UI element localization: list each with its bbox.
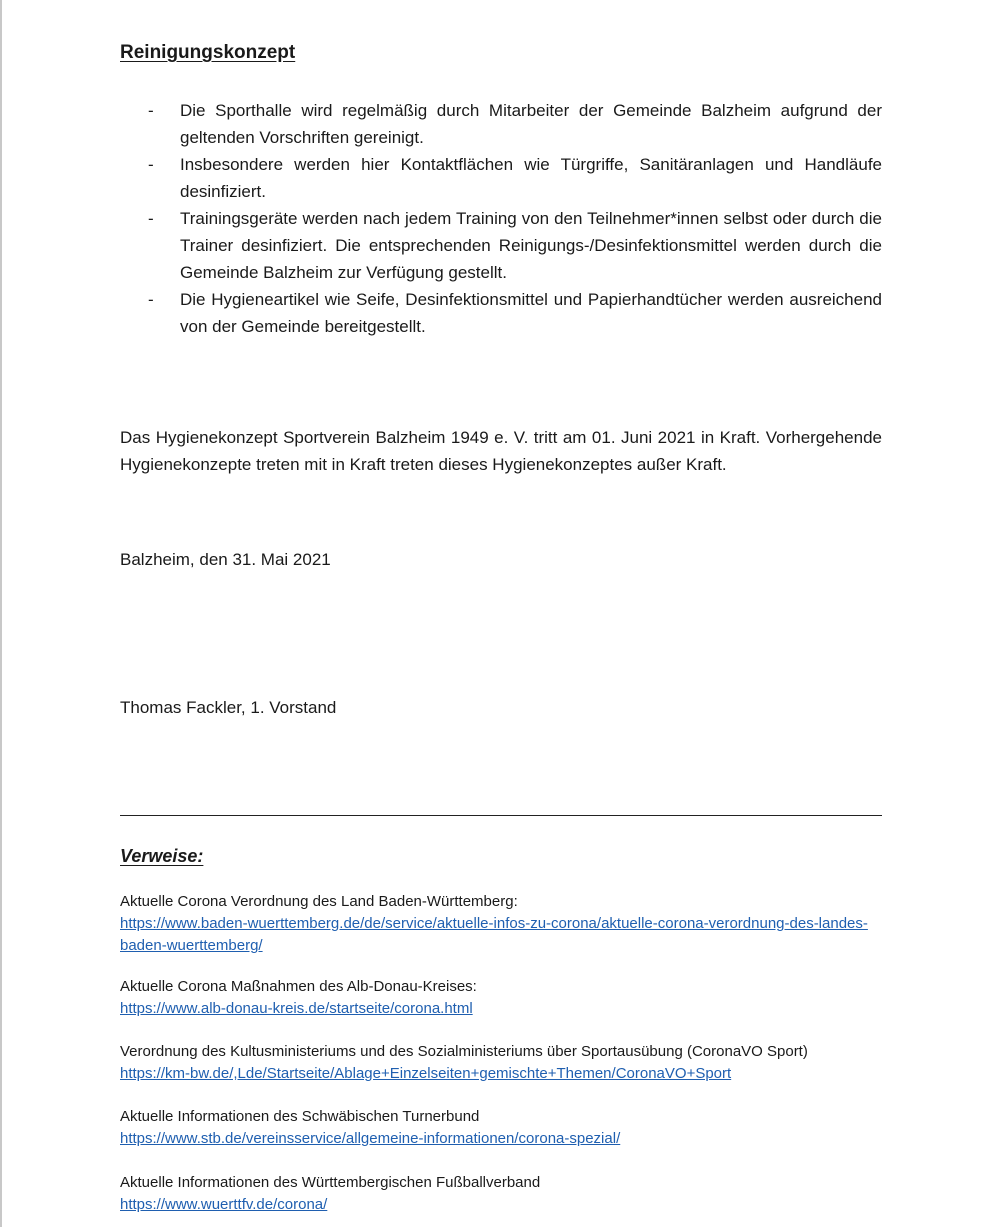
- bullet-item: [120, 151, 882, 205]
- reference-link[interactable]: https://km-bw.de/,Lde/Startseite/Ablage+Einzelseiten+gemischte+Themen/CoronaVO+Sport: [120, 1065, 732, 1082]
- reference-item: [120, 1106, 882, 1150]
- bullet-dash: -: [148, 290, 154, 309]
- cleaning-bullet-list: [120, 97, 882, 340]
- bullet-text: Die Hygieneartikel wie Seife, Desinfektionsmittel und Papierhandtücher werden ausreichend von der Gemeinde bereitgestellt.: [180, 290, 882, 336]
- reference-link[interactable]: https://www.stb.de/vereinsservice/allgemeine-informationen/corona-spezial/: [120, 1130, 621, 1147]
- reference-label: Verordnung des Kultusministeriums und des Sozialministeriums über Sportausübung (CoronaVO Sport): [120, 1043, 808, 1060]
- reference-label: Aktuelle Corona Maßnahmen des Alb-Donau-Kreises:: [120, 978, 477, 995]
- reference-label: Aktuelle Informationen des Württembergischen Fußballverband: [120, 1174, 541, 1191]
- effective-paragraph: Das Hygienekonzept Sportverein Balzheim 1949 e. V. tritt am 01. Juni 2021 in Kraft. Vorhergehende Hygienekonzepte treten mit in Kraft treten dieses Hygienekonzeptes außer Kraft.: [120, 428, 882, 474]
- reference-item: [120, 891, 882, 957]
- bullet-text: Insbesondere werden hier Kontaktflächen wie Türgriffe, Sanitäranlagen und Handläufe desinfiziert.: [180, 155, 882, 201]
- page-edge: [0, 0, 2, 1227]
- bullet-text: Trainingsgeräte werden nach jedem Training von den Teilnehmer*innen selbst oder durch die Trainer desinfiziert. Die entsprechenden Reinigungs-/Desinfektionsmittel werden durch die Gemeinde Balzheim zur Verfügung gestellt.: [180, 209, 882, 282]
- signature-line: Thomas Fackler, 1. Vorstand: [120, 698, 337, 717]
- reference-label: Aktuelle Informationen des Schwäbischen Turnerbund: [120, 1108, 480, 1125]
- reference-item: [120, 1172, 882, 1216]
- reference-item: [120, 976, 882, 1020]
- bullet-dash: -: [148, 209, 154, 228]
- reference-item: [120, 1041, 882, 1085]
- reference-label: Aktuelle Corona Verordnung des Land Baden-Württemberg:: [120, 893, 518, 910]
- bullet-item: [120, 286, 882, 340]
- reference-link[interactable]: https://www.alb-donau-kreis.de/startseite/corona.html: [120, 1000, 473, 1017]
- bullet-dash: -: [148, 155, 154, 174]
- section-heading: Reinigungskonzept: [120, 42, 296, 63]
- bullet-dash: -: [148, 101, 154, 120]
- date-line: Balzheim, den 31. Mai 2021: [120, 550, 331, 569]
- bullet-text: Die Sporthalle wird regelmäßig durch Mitarbeiter der Gemeinde Balzheim aufgrund der geltenden Vorschriften gereinigt.: [180, 101, 882, 147]
- divider: [120, 815, 882, 816]
- reference-link[interactable]: https://www.wuerttfv.de/corona/: [120, 1196, 328, 1213]
- reference-link[interactable]: https://www.baden-wuerttemberg.de/de/service/aktuelle-infos-zu-corona/aktuelle-corona-verordnung-des-landes-baden-wuerttemberg/: [120, 915, 868, 954]
- bullet-item: [120, 205, 882, 286]
- bullet-item: [120, 97, 882, 151]
- references-heading: Verweise:: [120, 846, 204, 866]
